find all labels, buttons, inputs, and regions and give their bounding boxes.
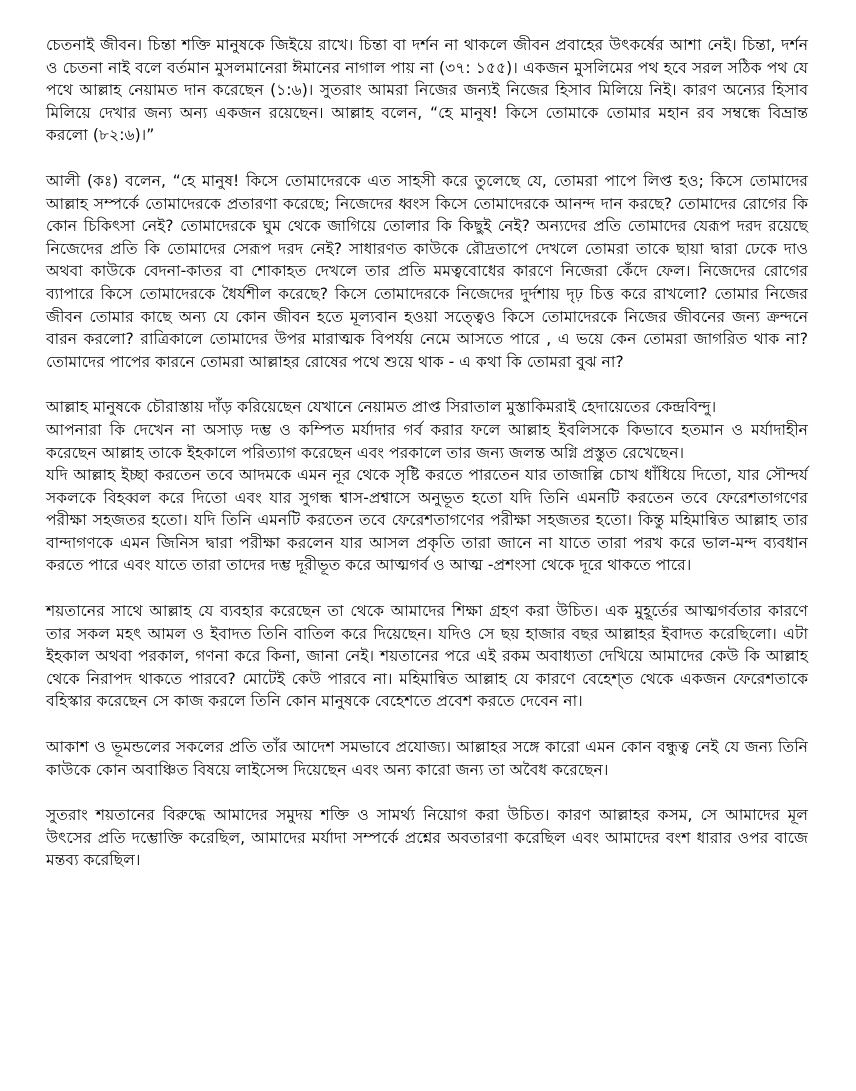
paragraph-consciousness: চেতনাই জীবন। চিন্তা শক্তি মানুষকে জিইয়ে রাখে। চিন্তা বা দর্শন না থাকলে জীবন প্রবাহের উৎকর্ষের আশা নেই। চিন্তা, দর্শন ও চেতনা নাই বলে বর্তমান মুসলমানেরা ঈমানের নাগাল পায় না (৩৭: ১৫৫)। একজন মুসলিমের পথ হবে সরল সঠিক পথ যে পথে আল্লাহ নেয়ামত দান করেছেন (১:৬)। সুতরাং আমরা নিজের জন্যই নিজের হিসাব মিলিয়ে নিই। কারণ অন্যের হিসাব মিলিয়ে দেখার জন্য অন্য একজন রয়েছেন। আল্লাহ বলেন, “হে মানুষ! কিসে তোমাকে তোমার মহান রব সম্বন্ধে বিভ্রান্ত করলো (৮২:৬)।” [46,36,808,145]
paragraph-crossroads: আল্লাহ মানুষকে চৌরাস্তায় দাঁড় করিয়েছেন যেখানে নেয়ামত প্রাপ্ত সিরাতাল মুস্তাকিমরাই হেদায়েতের কেন্দ্রবিন্দু। [46,398,717,417]
paragraph-satan-lesson: শয়তানের সাথে আল্লাহ যে ব্যবহার করেছেন তা থেকে আমাদের শিক্ষা গ্রহণ করা উচিত। এক মুহূর্তের আত্মগর্বতার কারণে তার সকল মহৎ আমল ও ইবাদত তিনি বাতিল করে দিয়েছেন। যদিও সে ছয় হাজার বছর আল্লাহর ইবাদত করেছিলো। এটা ইহকাল অথবা পরকাল, গণনা করে কিনা, জানা নেই। শয়তানের পরে এই রকম অবাধ্যতা দেখিয়ে আমাদের কেউ কি আল্লাহ থেকে নিরাপদ থাকতে পারবে? মোটেই কেউ পারবে না। মহিমান্বিত আল্লাহ যে কারণে বেহেশ্‌ত থেকে একজন ফেরেশতাকে বহিস্কার করেছেন সে কাজ করলে তিনি কোন মানুষকে বেহেশতে প্রবেশ করতে দেবেন না। [46,602,808,711]
paragraph-iblis: আপনারা কি দেখেন না অসাড় দম্ভ ও কম্পিত মর্যাদার গর্ব করার ফলে আল্লাহ ইবলিসকে কিভাবে হতমান ও মর্যাদাহীন করেছেন আল্লাহ তাকে ইহকালে পরিত্যাগ করেছেন এবং পরকালে তার জন্য জলন্ত অগ্নি প্রস্তুত রেখেছেন। [46,420,808,462]
document-page [46,34,808,872]
paragraph-adam-light: যদি আল্লাহ ইচ্ছা করতেন তবে আদমকে এমন নূর থেকে সৃষ্টি করতে পারতেন যার তাজাল্লি চোখ ধাঁধিয়ে দিতো, যার সৌন্দর্য সকলকে বিহব্বল করে দিতো এবং যার সুগন্ধ শ্বাস-প্রশ্বাসে অনুভূত হতো যদি তিনি এমনটি করতেন তবে ফেরেশতাগণের পরীক্ষা সহজতর হতো। যদি তিনি এমনটি করতেন তবে ফেরেশতাগণের পরীক্ষা সহজতর হতো। কিন্তু মহিমান্বিত আল্লাহ তার বান্দাগণকে এমন জিনিস দ্বারা পরীক্ষা করলেন যার আসল প্রকৃতি তারা জানে না যাতে তারা পরখ করে ভাল-মন্দ ব্যবধান করতে পারে এবং যাতে তারা তাদের দম্ভ দূরীভূত করে আত্মগর্ব ও আত্ম -প্রশংসা থেকে দূরে থাকতে পারে। [46,466,808,575]
paragraph-ali-quote: আলী (কঃ) বলেন, “হে মানুষ! কিসে তোমাদেরকে এত সাহসী করে তুলেছে যে, তোমরা পাপে লিপ্ত হও; কিসে তোমাদের আল্লাহ সম্পর্কে তোমাদেরকে প্রতারণা করেছে; নিজেদের ধ্বংস কিসে তোমাদেরকে আনন্দ দান করছে? তোমাদের রোগের কি কোন চিকিৎসা নেই? তোমাদেরকে ঘুম থেকে জাগিয়ে তোলার কি কিছুই নেই? অন্যদের প্রতি তোমাদের যেরূপ দরদ রয়েছে নিজেদের প্রতি কি তোমাদের সেরূপ দরদ নেই? সাধারণত কাউকে রৌদ্রতাপে দেখলে তোমরা তাকে ছায়া দ্বারা ঢেকে দাও অথবা কাউকে বেদনা-কাতর বা শোকাহত দেখলে তার প্রতি মমত্ববোধের কারণে নিজেরা কেঁদে ফেল। নিজেদের রোগের ব্যাপারে কিসে তোমাদেরকে ধৈর্যশীল করেছে? কিসে তোমাদেরকে নিজেদের দুর্দশায় দৃঢ় চিত্ত করে রাখলো? তোমার নিজের জীবন তোমার কাছে অন্য যে কোন জীবন হতে মূল্যবান হওয়া সত্ত্বেও কিসে তোমাদেরকে নিজের জীবনের জন্য ক্রন্দনে বারন করলো? রাত্রিকালে তোমাদের উপর মারাত্মক বিপর্যয় নেমে আসতে পারে , এ ভয়ে কেন তোমরা জাগরিত থাক না? তোমাদের পাপের কারনে তোমরা আল্লাহর রোষের পথে শুয়ে থাক - এ কথা কি তোমরা বুঝ না? [46,171,808,371]
paragraph-heavens-earth: আকাশ ও ভূমন্ডলের সকলের প্রতি তাঁর আদেশ সমভাবে প্রযোজ্য। আল্লাহর সঙ্গে কারো এমন কোন বন্ধুত্ব নেই যে জন্য তিনি কাউকে কোন অবাঞ্চিত বিষয়ে লাইসেন্স দিয়েছেন এবং অন্য কারো জন্য তা অবৈধ করেছেন। [46,738,808,779]
paragraph-against-satan: সুতরাং শয়তানের বিরুদ্ধে আমাদের সমুদয় শক্তি ও সামর্থ্য নিয়োগ করা উচিত। কারণ আল্লাহর কসম, সে আমাদের মূল উৎসের প্রতি দম্ভোক্তি করেছিল, আমাদের মর্যাদা সম্পর্কে প্রশ্নের অবতারণা করেছিল এবং আমাদের বংশ ধারার ওপর বাজে মন্তব্য করেছিল। [46,806,808,870]
